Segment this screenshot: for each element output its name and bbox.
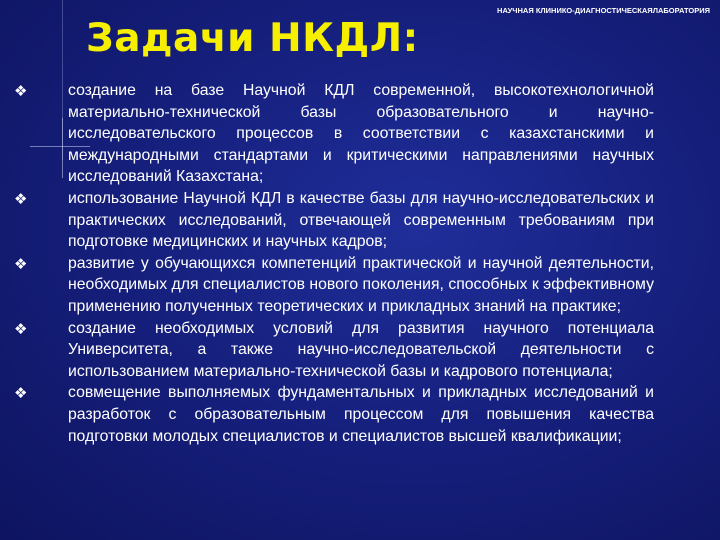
task-text: развитие у обучающихся компетенций практической и научной деятельности, необходимых для специалистов нового поколения, способных к эффективному применению полученных теоретических и прикладных знаний на практике; [68, 254, 654, 315]
task-item [14, 318, 654, 383]
task-item [14, 80, 654, 188]
diamond-bullet-icon: ❖ [14, 319, 28, 338]
header-organization-label: НАУЧНАЯ КЛИНИКО-ДИАГНОСТИЧЕСКАЯЛАБОРАТОРИЯ [497, 6, 710, 15]
diamond-bullet-icon: ❖ [14, 189, 28, 208]
tasks-list [14, 80, 654, 447]
task-item [14, 382, 654, 447]
diamond-bullet-icon: ❖ [14, 384, 28, 403]
task-text: совмещение выполняемых фундаментальных и прикладных исследований и разработок с образовательным процессом для повышения качества подготовки молодых специалистов и специалистов высшей квалификации; [68, 384, 654, 445]
slide-title: Задачи НКДЛ: [86, 16, 419, 61]
diamond-bullet-icon: ❖ [14, 82, 28, 100]
task-text: создание на базе Научной КДЛ современной, высокотехнологичной материально-технической базы образовательного и научно-исследовательского процессов в соответствии с казахстанскими и международными стандартами и критическими направлениями научных исследований Казахстана; [68, 82, 654, 186]
task-item [14, 253, 654, 318]
task-item [14, 188, 654, 253]
diamond-bullet-icon: ❖ [14, 254, 28, 273]
task-text: создание необходимых условий для развития научного потенциала Университета, а также научно-исследовательской деятельности с использованием материально-технической базы и кадрового потенциала; [68, 319, 654, 380]
task-text: использование Научной КДЛ в качестве базы для научно-исследовательских и практических исследований, отвечающей современным требованиям при подготовке медицинских и научных кадров; [68, 189, 654, 251]
